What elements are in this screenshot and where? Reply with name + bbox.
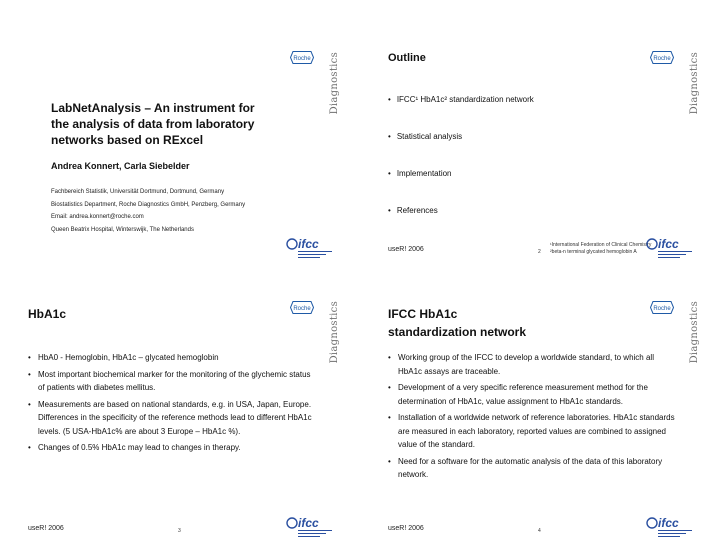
list-item: • Implementation	[388, 169, 534, 206]
ifcc-logo-icon	[646, 511, 694, 539]
diagnostics-label: Diagnostics	[689, 52, 700, 115]
list-item: • Development of a very specific reference measurement method for the determination of HbA1c, value assignment to HbA1c standards.	[388, 381, 678, 408]
svg-text:ifcc: ifcc	[658, 237, 679, 251]
footnotes	[550, 242, 651, 256]
svg-text:Roche: Roche	[653, 56, 671, 62]
slide-title: HbA1c	[28, 307, 67, 321]
title-line: standardization network	[388, 325, 527, 339]
list-item: • Working group of the IFCC to develop a worldwide standard, to which all HbA1c assays are traceable.	[388, 351, 678, 378]
slide-4	[360, 279, 720, 557]
svg-text:Roche: Roche	[293, 306, 311, 312]
title-line: the analysis of data from laboratory	[51, 117, 255, 131]
footer-label: useR! 2006	[28, 525, 64, 532]
affiliation-line: Queen Beatrix Hospital, Winterswijk, The Netherlands	[51, 226, 194, 233]
title-line: LabNetAnalysis – An instrument for	[51, 101, 255, 115]
svg-text:ifcc: ifcc	[658, 516, 679, 530]
affiliation-line: Biostatistics Department, Roche Diagnostics GmbH, Penzberg, Germany	[51, 201, 246, 208]
ifcc-logo-icon	[286, 232, 334, 260]
footer-label: useR! 2006	[388, 525, 424, 532]
ifcc-logo-icon	[286, 511, 334, 539]
ifcc-logo-icon	[646, 232, 694, 260]
title-line: networks based on RExcel	[51, 133, 204, 147]
list-item: • Changes of 0.5% HbA1c may lead to changes in therapy.	[28, 441, 318, 455]
list-item: • Installation of a worldwide network of reference laboratories. HbA1c standards are measured in each laboratory, reported values are combined to assigned value of the standard.	[388, 411, 678, 452]
diagnostics-label: Diagnostics	[329, 301, 340, 364]
footer-label: useR! 2006	[388, 246, 424, 253]
svg-text:Roche: Roche	[293, 56, 311, 62]
list-item: • Statistical analysis	[388, 132, 534, 169]
page-number: 4	[538, 528, 541, 534]
outline-list	[388, 95, 534, 243]
list-item: • Most important biochemical marker for the monitoring of the glychemic status of patients with diabetes mellitus.	[28, 368, 318, 395]
affiliation-line: Fachbereich Statistik, Universität Dortmund, Dortmund, Germany	[51, 189, 225, 195]
list-item: • References	[388, 206, 534, 243]
affiliations	[51, 186, 245, 236]
slide-title	[388, 305, 526, 341]
slide-1	[0, 0, 360, 278]
footnote: ²beta-n terminal glycated hemoglobin A	[550, 249, 637, 255]
svg-text:Roche: Roche	[653, 306, 671, 312]
title-line: IFCC HbA1c	[388, 307, 458, 321]
roche-logo-icon	[290, 51, 314, 64]
list-item: • Need for a software for the automatic analysis of the data of this laboratory network.	[388, 455, 678, 482]
list-item: • IFCC¹ HbA1c² standardization network	[388, 95, 534, 132]
page-number: 3	[178, 528, 181, 534]
bullet-list	[388, 351, 678, 485]
diagnostics-label: Diagnostics	[329, 52, 340, 115]
diagnostics-label: Diagnostics	[689, 301, 700, 364]
footnote: ¹International Federation of Clinical Chemistry	[550, 242, 652, 248]
bullet-list	[28, 351, 318, 458]
slide-3	[0, 279, 360, 557]
list-item: • Measurements are based on national standards, e.g. in USA, Japan, Europe. Differences in the specificity of the reference methods lead to different HbA1c levels. (5 USA-HbA1c% are about 3 Europe – HbA1c %).	[28, 398, 318, 439]
svg-text:ifcc: ifcc	[298, 237, 319, 251]
roche-logo-icon	[290, 301, 314, 314]
roche-logo-icon	[650, 51, 674, 64]
roche-logo-icon	[650, 301, 674, 314]
list-item: • HbA0 - Hemoglobin, HbA1c – glycated hemoglobin	[28, 351, 318, 365]
slide-2	[360, 0, 720, 278]
email-line: Email: andrea.konnert@roche.com	[51, 214, 144, 220]
svg-text:ifcc: ifcc	[298, 516, 319, 530]
authors: Andrea Konnert, Carla Siebelder	[51, 161, 190, 171]
slide-title: Outline	[388, 52, 426, 64]
page-number: 2	[538, 249, 541, 255]
presentation-title	[51, 100, 281, 148]
